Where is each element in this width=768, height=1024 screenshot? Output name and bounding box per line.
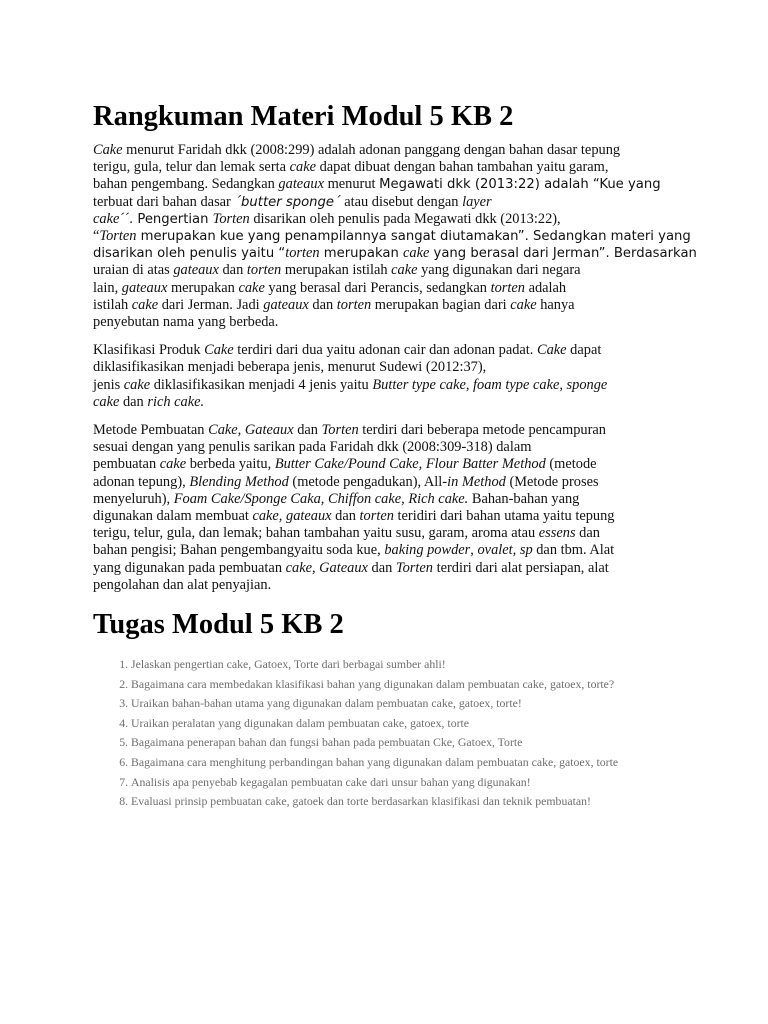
text-italic: Torten xyxy=(99,228,137,245)
text-italic: Cake, Gateaux xyxy=(208,422,294,439)
section-title: Tugas Modul 5 KB 2 xyxy=(93,609,344,641)
text-italic: Cake xyxy=(536,342,567,359)
text: merupakan istilah xyxy=(281,262,392,279)
text-italic: cake xyxy=(123,376,151,393)
text: pengolahan dan alat penyajian. xyxy=(93,576,272,593)
text-italic: rich cake. xyxy=(147,393,205,410)
text-italic: torten xyxy=(336,296,372,313)
text-italic: cake xyxy=(289,159,316,176)
text: penyebutan nama yang berbeda. xyxy=(93,314,279,331)
text: terbuat dari bahan dasar xyxy=(93,193,235,210)
text: merupakan kue yang penampilannya sangat diutamakan” xyxy=(136,229,525,245)
text: terigu, telur, gula, dan lemak; bahan tambahan yaitu susu, garam, aroma atau xyxy=(93,525,539,542)
text: yang digunakan dari negara xyxy=(417,262,581,279)
text: yang berasal dari Perancis, sedangkan xyxy=(264,279,491,296)
text: (metode pengadukan), All- xyxy=(288,473,448,490)
text: jenis xyxy=(93,376,124,393)
text-italic: cake xyxy=(238,279,265,296)
text: dan xyxy=(293,422,322,439)
text: yang berasal dari Jerman” xyxy=(429,246,606,262)
text: sesuai dengan yang penulis sarikan pada Faridah dkk (2008:309-318) dalam xyxy=(93,439,532,456)
text-italic: torten xyxy=(490,279,525,296)
text: diklasifikasikan menjadi 4 jenis yaitu xyxy=(150,376,373,393)
list-item: 4. Uraikan peralatan yang digunakan dalam pembuatan cake, gatoex, torte xyxy=(131,715,672,732)
text: . Sedangkan materi yang xyxy=(524,229,691,245)
text: dan xyxy=(331,508,360,525)
list-item: 2. Bagaimana cara membedakan klasifikasi bahan yang digunakan dalam pembuatan cake, gatoex, torte? xyxy=(131,676,672,693)
list-item: 1. Jelaskan pengertian cake, Gatoex, Torte dari berbagai sumber ahli! xyxy=(131,656,672,673)
text-italic: Foam Cake/Sponge Caka, Chiffon cake, Rich cake. xyxy=(173,490,469,507)
text: yang digunakan pada pembuatan xyxy=(93,559,286,576)
text-italic: Butter type cake, foam type cake, sponge xyxy=(372,376,608,393)
task-list xyxy=(93,656,672,810)
text-italic: baking powder xyxy=(384,542,471,559)
text-italic: cake xyxy=(391,262,418,279)
text-italic: torten xyxy=(285,245,320,262)
paragraph-cake-methods xyxy=(93,422,672,594)
text: pembuatan xyxy=(93,456,160,473)
text-italic: Cake xyxy=(204,342,234,359)
text-italic: cake´´ xyxy=(93,210,129,227)
paragraph-cake-definition xyxy=(93,142,697,331)
text-italic: Torten xyxy=(212,210,250,227)
text-italic: in Method xyxy=(447,473,506,490)
text: digunakan dalam membuat xyxy=(93,508,253,525)
text-italic: Butter Cake/Pound Cake, Flour Batter Method xyxy=(274,456,546,473)
text: bahan pengisi; Bahan pengembangyaitu soda kue, xyxy=(93,542,385,559)
text-italic: gateaux xyxy=(263,296,309,313)
text: terdiri dari beberapa metode pencampuran xyxy=(358,422,606,439)
text-italic: gateaux xyxy=(173,262,219,279)
list-item: 8. Evaluasi prinsip pembuatan cake, gatoek dan torte berdasarkan klasifikasi dan teknik pembuatan! xyxy=(131,793,672,810)
text: disarikan oleh penulis yaitu “ xyxy=(93,246,286,262)
text: dan xyxy=(367,559,396,576)
text: adonan tepung), xyxy=(93,473,190,490)
text: dan xyxy=(575,525,600,542)
text-italic: ovalet, sp xyxy=(477,542,533,559)
text: merupakan xyxy=(319,246,403,262)
list-item: 3. Uraikan bahan-bahan utama yang digunakan dalam pembuatan cake, gatoex, torte! xyxy=(131,695,672,712)
text: dapat xyxy=(566,342,602,359)
text: menurut xyxy=(323,176,380,193)
text: Klasifikasi Produk xyxy=(93,342,205,359)
text: istilah xyxy=(93,296,132,313)
text: Bahan-bahan yang xyxy=(468,490,580,507)
text: lain, xyxy=(93,279,122,296)
text-italic: Blending Method xyxy=(189,473,289,490)
list-item: 6. Bagaimana cara menghitung perbandingan bahan yang digunakan dalam pembuatan cake, gatoex, torte xyxy=(131,754,672,771)
text: merupakan bagian dari xyxy=(371,296,511,313)
text-italic: cake, Gateaux xyxy=(285,559,368,576)
text: dari Jerman. Jadi xyxy=(158,296,264,313)
page-title: Rangkuman Materi Modul 5 KB 2 xyxy=(93,101,514,132)
text: Megawati dkk (2013:22) adalah “Kue yang xyxy=(379,177,661,193)
text-italic: cake xyxy=(403,245,430,262)
text-italic: cake xyxy=(159,456,187,473)
text: Metode Pembuatan xyxy=(93,422,209,439)
text-italic: cake xyxy=(510,296,537,313)
text: dan tbm. Alat xyxy=(532,542,615,559)
text: merupakan xyxy=(167,279,239,296)
text: teridiri dari bahan utama yaitu tepung xyxy=(393,508,615,525)
text: bahan pengembang. Sedangkan xyxy=(93,176,279,193)
text-italic: Torten xyxy=(395,559,433,576)
paragraph-cake-classification xyxy=(93,342,672,411)
text-italic: cake xyxy=(131,296,159,313)
text-italic: essens xyxy=(538,525,576,542)
text-italic: Cake xyxy=(93,142,123,158)
text-italic: layer xyxy=(462,193,492,210)
text: disarikan oleh penulis pada Megawati dkk (2013:22), xyxy=(249,210,561,227)
text: hanya xyxy=(536,296,575,313)
text: atau disebut dengan xyxy=(340,193,463,210)
text-italic: ´butter sponge´ xyxy=(234,194,341,210)
text: diklasifikasikan menjadi beberapa jenis, menurut Sudewi (2012:37), xyxy=(93,359,487,376)
text-italic: cake, gateaux xyxy=(252,508,332,525)
text: terdiri dari dua yaitu adonan cair dan adonan padat. xyxy=(233,342,537,359)
text: “ xyxy=(93,228,100,245)
text: terdiri dari alat persiapan, alat xyxy=(432,559,609,576)
text: berbeda yaitu, xyxy=(186,456,275,473)
list-item: 5. Bagaimana penerapan bahan dan fungsi bahan pada pembuatan Cke, Gatoex, Torte xyxy=(131,734,672,751)
text-italic: gateaux xyxy=(121,279,168,296)
text-italic: torten xyxy=(246,262,282,279)
text: menurut Faridah dkk (2008:299) adalah adonan panggang dengan bahan dasar tepung xyxy=(122,142,621,158)
text-italic: cake xyxy=(93,393,120,410)
text: . Pengertian xyxy=(128,211,213,227)
text-italic: gateaux xyxy=(278,176,324,193)
text: (Metode proses xyxy=(505,473,599,490)
text-italic: Torten xyxy=(321,422,359,439)
text: dapat dibuat dengan bahan tambahan yaitu garam, xyxy=(315,159,609,176)
text: dan xyxy=(119,393,148,410)
text: , xyxy=(470,542,478,559)
text: uraian di atas xyxy=(93,262,174,279)
text: . Berdasarkan xyxy=(605,246,697,262)
list-item: 7. Analisis apa penyebab kegagalan pembuatan cake dari unsur bahan yang digunakan! xyxy=(131,774,672,791)
text: (metode xyxy=(545,456,597,473)
text: adalah xyxy=(524,279,567,296)
text: dan xyxy=(218,262,247,279)
text: terigu, gula, telur dan lemak serta xyxy=(93,159,290,176)
text-italic: torten xyxy=(359,508,394,525)
text: menyeluruh), xyxy=(93,490,174,507)
text: dan xyxy=(308,296,337,313)
